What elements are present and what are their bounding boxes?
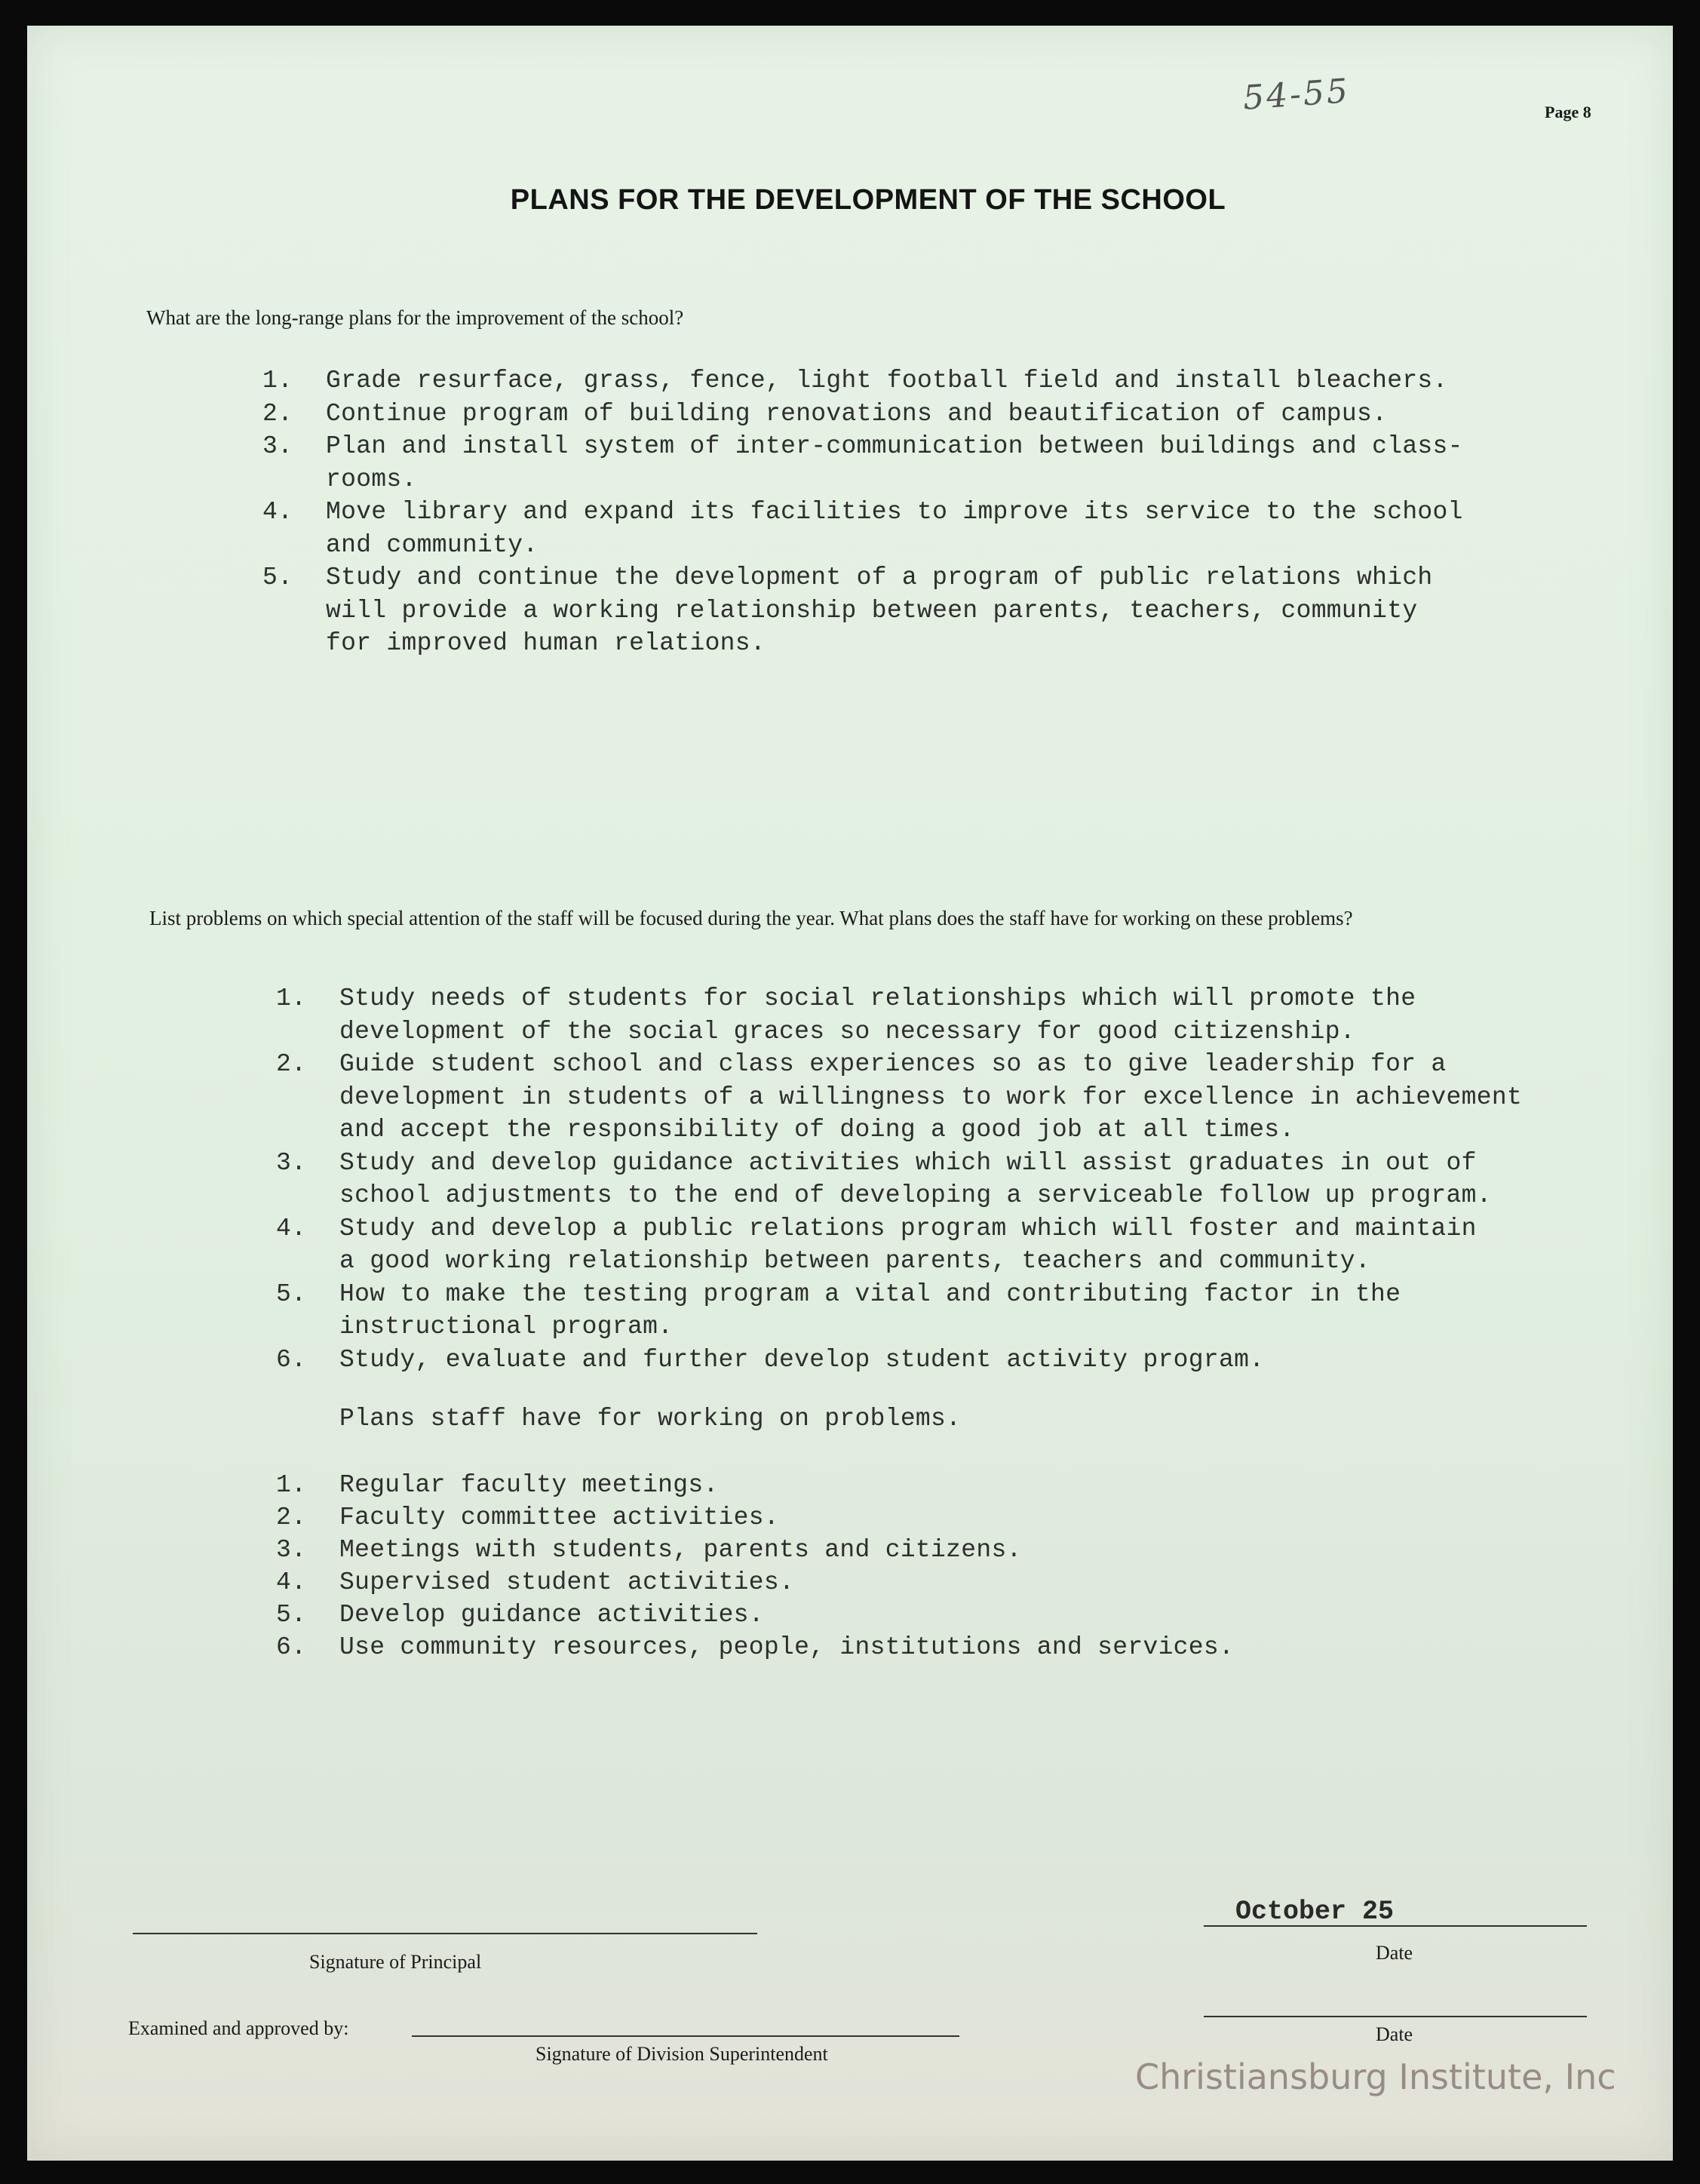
- list-item-text: Plan and install system of inter-communication between buildings and class-: [326, 432, 1463, 460]
- list-item-number: 3.: [276, 1148, 307, 1177]
- list-item-text: Study, evaluate and further develop student activity program.: [339, 1345, 1265, 1374]
- list-item-number: 5.: [276, 1601, 307, 1629]
- list-item-text: Guide student school and class experiences so as to give leadership for a: [339, 1050, 1447, 1078]
- list-item-text: rooms.: [326, 465, 417, 493]
- list-item-text: for improved human relations.: [326, 629, 766, 657]
- superintendent-signature-caption: Signature of Division Superintendent: [535, 2043, 828, 2065]
- list-item-text: Meetings with students, parents and citizens.: [339, 1536, 1022, 1564]
- plans-heading-text: Plans staff have for working on problems.: [339, 1405, 962, 1433]
- list-item-text: Supervised student activities.: [339, 1568, 795, 1596]
- list-item-number: 3.: [262, 432, 293, 460]
- list-item-text: Study needs of students for social relationships which will promote the: [339, 984, 1416, 1012]
- page-number: Page 8: [1545, 103, 1591, 121]
- date-line-1: [1204, 1925, 1587, 1927]
- list-item-text: will provide a working relationship between parents, teachers, community: [326, 596, 1418, 625]
- list-item-text: How to make the testing program a vital and contributing factor in the: [339, 1279, 1401, 1308]
- examined-approved-label: Examined and approved by:: [128, 2017, 349, 2039]
- list-item-number: 2.: [262, 399, 293, 428]
- list-item-number: 3.: [276, 1536, 307, 1564]
- list-item-text: development of the social graces so necessary for good citizenship.: [339, 1017, 1355, 1046]
- list-item-text: Continue program of building renovations and beautification of campus.: [326, 399, 1388, 428]
- long-range-plans-question: What are the long-range plans for the improvement of the school?: [146, 306, 684, 329]
- list-item-number: 2.: [276, 1504, 307, 1531]
- list-item-number: 4.: [276, 1214, 307, 1243]
- list-item-number: 1.: [276, 984, 307, 1012]
- list-item-number: 4.: [262, 498, 293, 526]
- list-item-text: Develop guidance activities.: [339, 1601, 764, 1629]
- principal-signature-caption: Signature of Principal: [309, 1951, 482, 1973]
- list-item-number: 6.: [276, 1345, 307, 1374]
- list-item-number: 4.: [276, 1568, 307, 1596]
- list-item-text: Use community resources, people, institutions and services.: [339, 1633, 1235, 1661]
- principal-signature-line: [133, 1933, 757, 1934]
- list-item-text: and accept the responsibility of doing a good job at all times.: [339, 1116, 1295, 1144]
- list-item-text: instructional program.: [339, 1313, 674, 1341]
- list-item-text: Grade resurface, grass, fence, light football field and install bleachers.: [326, 367, 1448, 395]
- document-page: [27, 26, 1673, 2161]
- date-caption-2: Date: [1376, 2023, 1413, 2045]
- list-item-number: 1.: [262, 367, 293, 395]
- list-item-text: Study and develop guidance activities which will assist graduates in out of: [339, 1148, 1477, 1177]
- date-line-2: [1204, 2016, 1587, 2017]
- list-item-text: a good working relationship between parents, teachers and community.: [339, 1247, 1371, 1275]
- handwritten-note: 54-55: [1241, 72, 1352, 118]
- list-item-text: and community.: [326, 530, 539, 559]
- list-item-number: 6.: [276, 1633, 307, 1661]
- list-item-text: Regular faculty meetings.: [339, 1471, 719, 1499]
- list-item-text: Faculty committee activities.: [339, 1504, 779, 1531]
- page-title: PLANS FOR THE DEVELOPMENT OF THE SCHOOL: [510, 184, 1226, 216]
- archive-watermark: Christiansburg Institute, Inc: [1135, 2057, 1616, 2097]
- list-item-text: Move library and expand its facilities to improve its service to the school: [326, 498, 1463, 526]
- superintendent-signature-line: [412, 2035, 959, 2037]
- list-item-text: school adjustments to the end of developing a serviceable follow up program.: [339, 1181, 1492, 1209]
- list-item-number: 5.: [262, 564, 293, 591]
- list-item-text: Study and develop a public relations program which will foster and maintain: [339, 1214, 1477, 1243]
- list-item-number: 1.: [276, 1471, 307, 1499]
- date-caption-1: Date: [1376, 1942, 1413, 1964]
- list-item-text: Study and continue the development of a program of public relations which: [326, 564, 1433, 591]
- date-value: October 25: [1235, 1897, 1395, 1927]
- list-item-text: development in students of a willingness to work for excellence in achievement: [339, 1083, 1523, 1111]
- list-item-number: 5.: [276, 1279, 307, 1308]
- list-item-number: 2.: [276, 1050, 307, 1078]
- staff-problems-question: List problems on which special attention of the staff will be focused during the year. What plans does the staff have for working on these problems?: [149, 907, 1353, 929]
